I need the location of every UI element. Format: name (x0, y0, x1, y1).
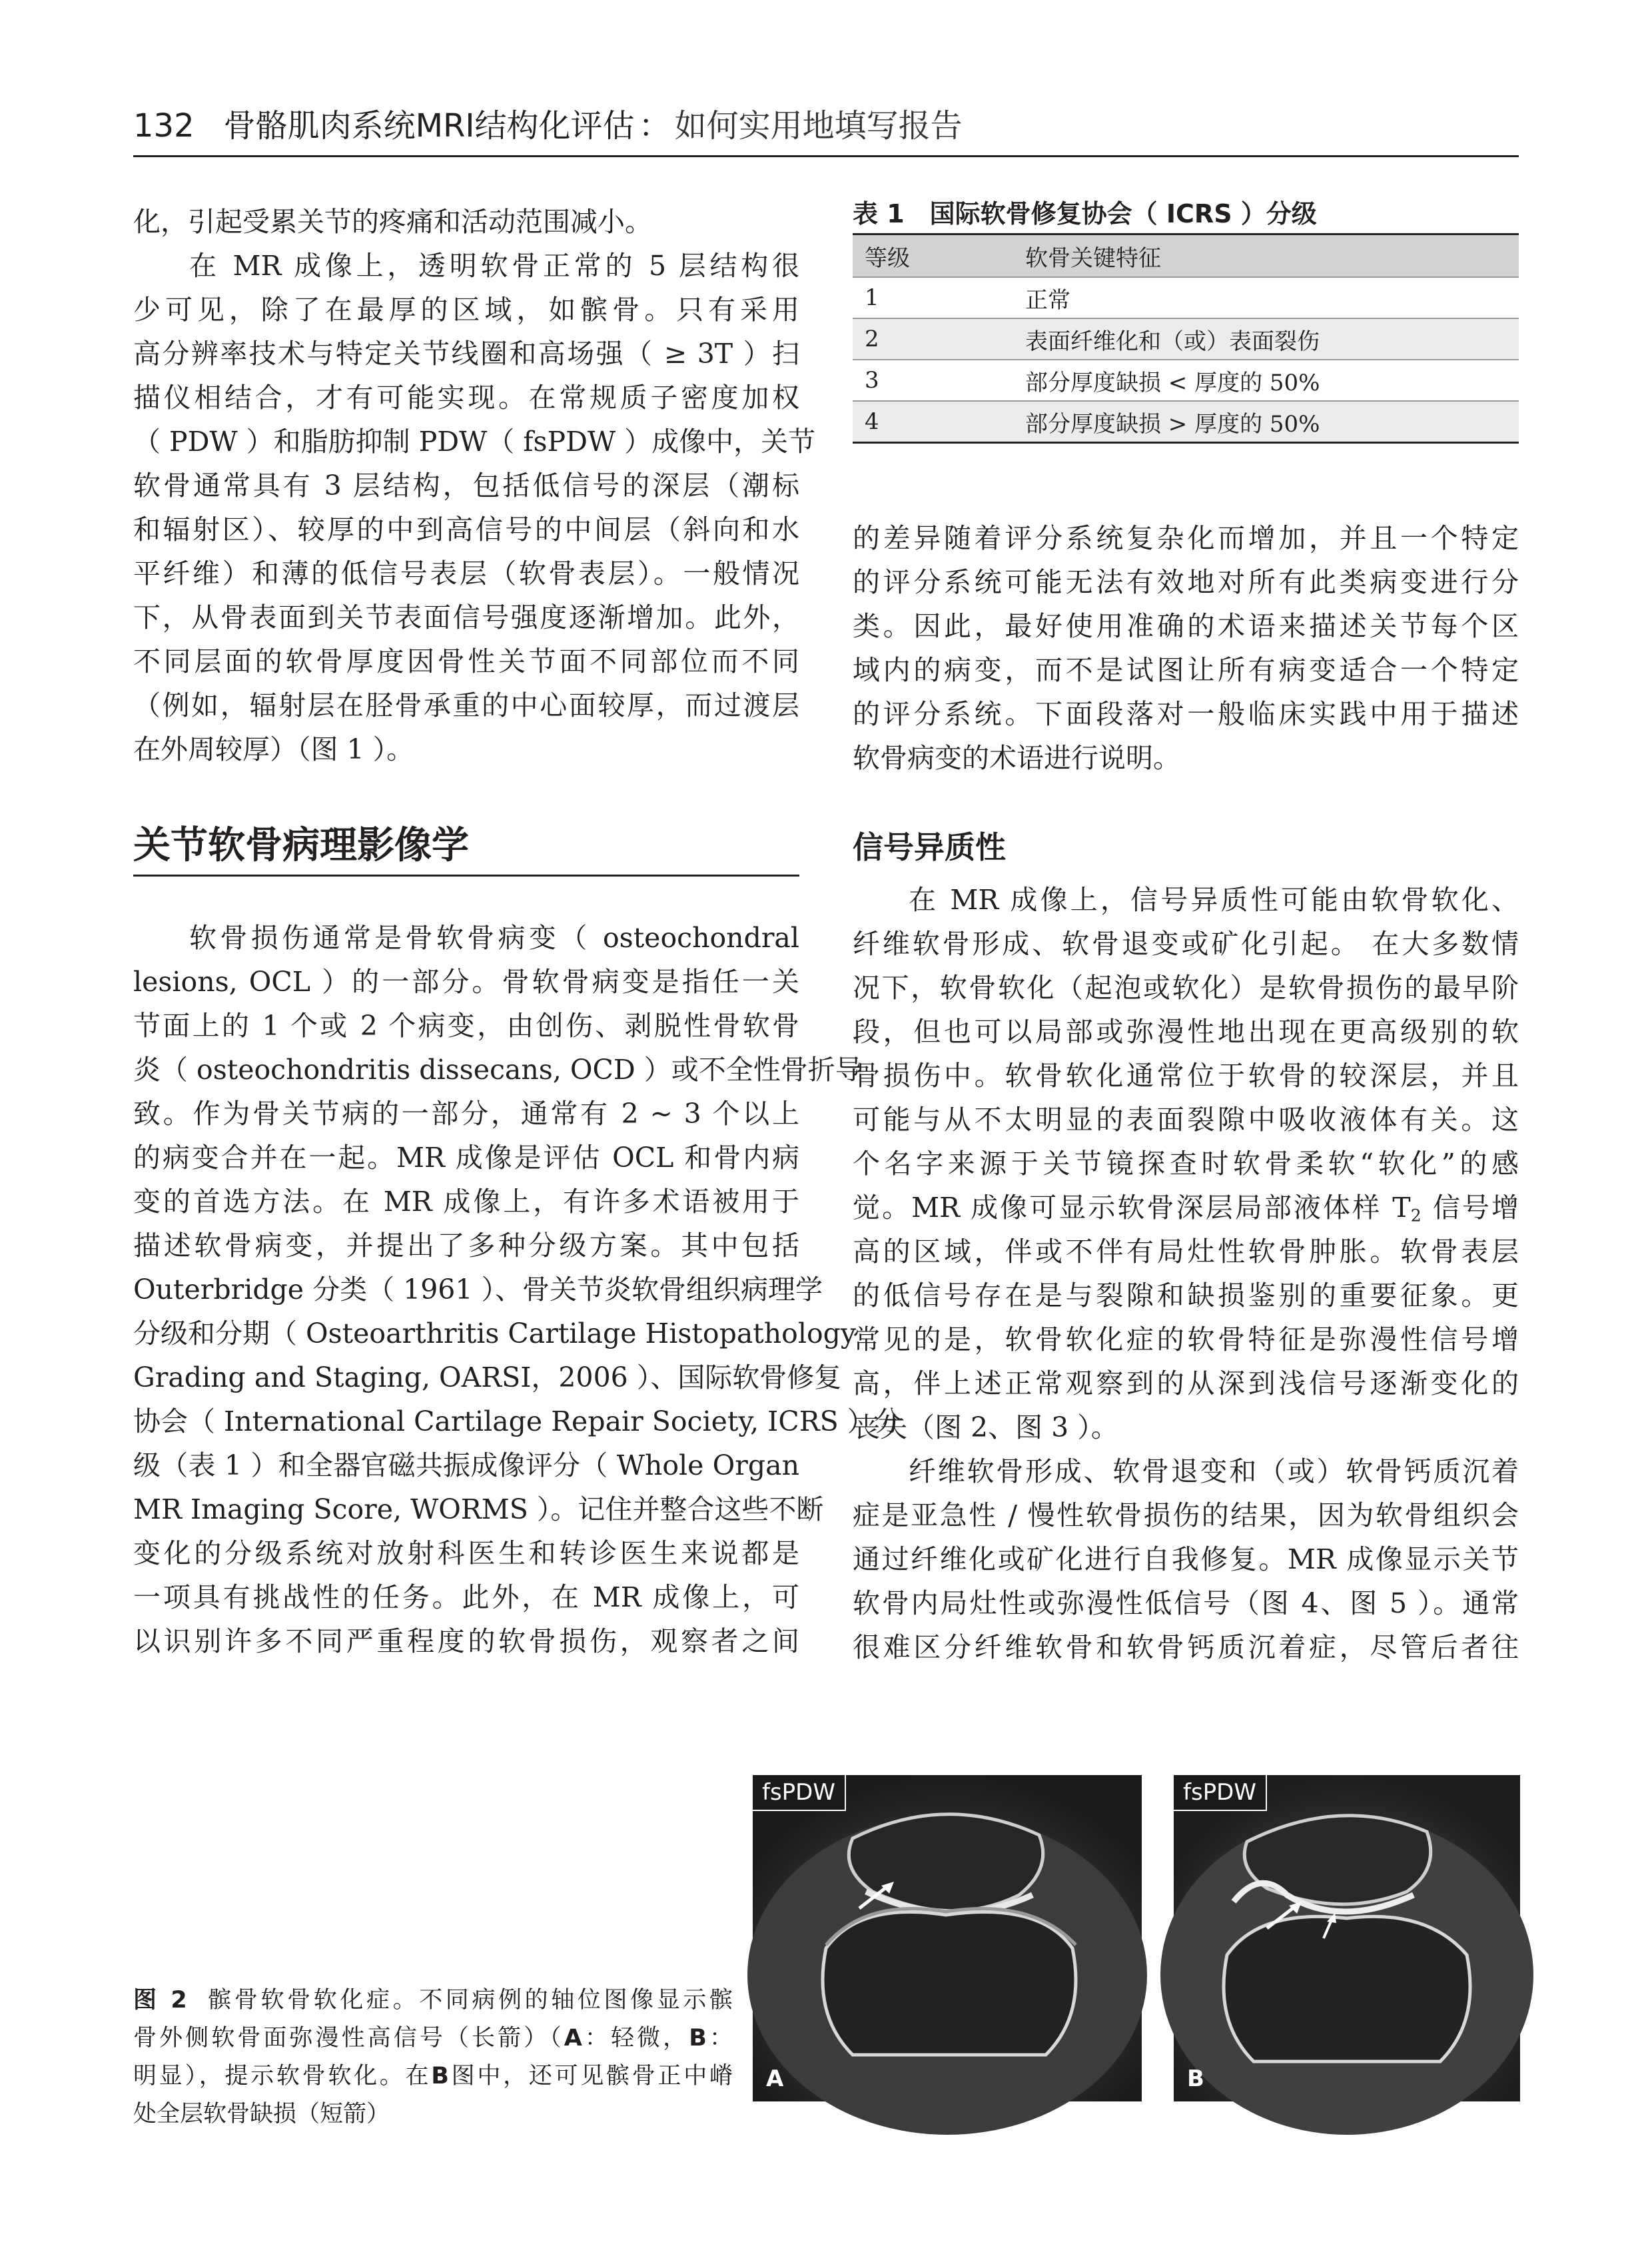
text-line: 和辐射区）、较厚的中到高信号的中间层（斜向和水 (133, 514, 799, 546)
sequence-label: fsPDW (753, 1775, 846, 1811)
running-header (133, 100, 963, 146)
text-line: 域内的病变，而不是试图让所有病变适合一个特定 (853, 654, 1519, 686)
caption-line: 明显），提示软骨软化。在B图中，还可见髌骨正中嵴 (133, 2063, 733, 2089)
text-line: （例如，辐射层在胫骨承重的中心面较厚，而过渡层 (133, 689, 799, 721)
header-rule (133, 155, 1519, 157)
text-line: 可能与从不太明显的表面裂隙中吸收液体有关。这 (853, 1104, 1519, 1136)
right-column-section (853, 878, 1519, 1669)
text-line: 类。因此，最好使用准确的术语来描述关节每个区 (853, 610, 1519, 642)
figure-label: 图 2 (133, 1987, 187, 2014)
text-line: 变化的分级系统对放射科医生和转诊医生来说都是 (133, 1537, 799, 1569)
text-line: 高，伴上述正常观察到的从深到浅信号逐渐变化的 (853, 1367, 1519, 1399)
text-line: （ PDW ）和脂肪抑制 PDW（ fsPDW ）成像中，关节 (133, 426, 816, 458)
text-line: 以识别许多不同严重程度的软骨损伤，观察者之间 (133, 1625, 799, 1657)
table-number: 表 1 (853, 199, 905, 228)
text-line: 的差异随着评分系统复杂化而增加，并且一个特定 (853, 522, 1519, 554)
text-line: 的病变合并在一起。MR 成像是评估 OCL 和骨内病 (133, 1142, 799, 1174)
text-line: 软骨病变的术语进行说明。 (853, 742, 1180, 774)
table-caption (853, 193, 1342, 230)
text-line: 在 MR 成像上，透明软骨正常的 5 层结构很 (189, 250, 799, 282)
text-line: 通过纤维化或矿化进行自我修复。MR 成像显示关节 (853, 1543, 1519, 1575)
text-line: 级（表 1 ）和全器官磁共振成像评分（ Whole Organ (133, 1449, 799, 1481)
table-row (853, 360, 1519, 401)
text-line: 描述软骨病变，并提出了多种分级方案。其中包括 (133, 1230, 799, 1262)
text-line: 骨损伤中。软骨软化通常位于软骨的较深层，并且 (853, 1060, 1519, 1092)
text-line: 分级和分期（ Osteoarthritis Cartilage Histopathology (133, 1317, 857, 1349)
mri-panel-b (1174, 1775, 1520, 2101)
left-column-section (133, 916, 902, 1663)
text-line: 下，从骨表面到关节表面信号强度逐渐增加。此外， (133, 601, 799, 633)
text-line: Outerbridge 分类（ 1961 ）、骨关节炎软骨组织病理学 (133, 1274, 823, 1306)
page-number: 132 (133, 107, 195, 145)
book-title: 骨骼肌肉系统MRI结构化评估 (223, 107, 635, 145)
left-column-top (133, 200, 816, 771)
text-line: 一项具有挑战性的任务。此外，在 MR 成像上，可 (133, 1581, 799, 1613)
text-line: 在 MR 成像上，信号异质性可能由软骨软化、 (909, 884, 1519, 916)
text-line: 炎（ osteochondritis dissecans, OCD ）或不全性骨折导 (133, 1054, 863, 1086)
mri-image-a (753, 1775, 1142, 2101)
text-line: 的低信号存在是与裂隙和缺损鉴别的重要征象。更 (853, 1280, 1519, 1311)
column-header-feature: 软骨关键特征 (1013, 234, 1519, 278)
text-line: 常见的是，软骨软化症的软骨特征是弥漫性信号增 (853, 1323, 1519, 1355)
mri-panel-a (753, 1775, 1142, 2101)
text-line: 段，但也可以局部或弥漫性地出现在更高级别的软 (853, 1016, 1519, 1048)
text-line-t2: 觉。MR 成像可显示软骨深层局部液体样 $T_2$ 信号增 (853, 1192, 1519, 1226)
text-line: 软骨损伤通常是骨软骨病变（ osteochondral (189, 922, 799, 954)
text-line: 纤维软骨形成、软骨退变或矿化引起。 在大多数情 (853, 928, 1519, 960)
column-header-grade: 等级 (853, 234, 1013, 278)
caption-line: 处全层软骨缺损（短箭） (133, 2101, 390, 2127)
text-line: 的评分系统。下面段落对一般临床实践中用于描述 (853, 698, 1519, 730)
text-line: 高的区域，伴或不伴有局灶性软骨肿胀。软骨表层 (853, 1236, 1519, 1268)
text-line: 况下，软骨软化（起泡或软化）是软骨损伤的最早阶 (853, 972, 1519, 1004)
text-line: Grading and Staging, OARSI，2006 ）、国际软骨修复 (133, 1361, 842, 1393)
figure-caption (133, 1982, 733, 2133)
panel-letter: A (766, 2065, 784, 2092)
text-line: 协会（ International Cartilage Repair Society, ICRS ）分 (133, 1405, 902, 1437)
cell-grade: 2 (853, 318, 1013, 360)
text-line: 变的首选方法。在 MR 成像上，有许多术语被用于 (133, 1186, 799, 1218)
text-line: 个名字来源于关节镜探查时软骨柔软“软化”的感 (853, 1148, 1519, 1180)
table-title: 国际软骨修复协会（ ICRS ）分级 (929, 199, 1317, 228)
text-line: lesions, OCL ）的一部分。骨软骨病变是指任一关 (133, 966, 799, 998)
cell-feature: 正常 (1013, 277, 1519, 318)
text-line: MR Imaging Score, WORMS ）。记住并整合这些不断 (133, 1493, 824, 1525)
text-line: 少可见，除了在最厚的区域，如髌骨。只有采用 (133, 294, 799, 326)
text-line: 在外周较厚）（图 1 ）。 (133, 733, 414, 765)
table-row (853, 401, 1519, 443)
cell-grade: 4 (853, 401, 1013, 443)
icrs-grade-table (853, 233, 1519, 444)
mri-image-b (1174, 1775, 1520, 2101)
table-row (853, 318, 1519, 360)
t2-subscript: 2 (1410, 1205, 1422, 1226)
cell-feature: 表面纤维化和（或）表面裂伤 (1013, 318, 1519, 360)
text-line: 平纤维）和薄的低信号表层（软骨表层）。一般情况 (133, 558, 799, 589)
cell-feature: 部分厚度缺损 > 厚度的 50% (1013, 401, 1519, 443)
text-line: 软骨内局灶性或弥漫性低信号（图 4、图 5 ）。通常 (853, 1587, 1519, 1619)
text-line: 不同层面的软骨厚度因骨性关节面不同部位而不同 (133, 645, 799, 677)
cell-grade: 3 (853, 360, 1013, 401)
sequence-label: fsPDW (1174, 1775, 1267, 1811)
section-heading: 关节软骨病理影像学 (133, 824, 469, 867)
text-line: 丧失（图 2、图 3 ）。 (853, 1411, 1118, 1443)
panel-letter: B (1187, 2065, 1204, 2092)
caption-line: 骨外侧软骨面弥漫性高信号（长箭）（A：轻微，B： (133, 2025, 733, 2052)
cell-feature: 部分厚度缺损 < 厚度的 50% (1013, 360, 1519, 401)
subheading: 信号异质性 (853, 829, 1006, 865)
cell-grade: 1 (853, 277, 1013, 318)
section-heading-rule (133, 875, 799, 877)
book-subtitle: 如何实用地填写报告 (674, 107, 963, 145)
text-line: 化，引起受累关节的疼痛和活动范围减小。 (133, 206, 652, 238)
text-line: 软骨通常具有 3 层结构，包括低信号的深层（潮标 (133, 470, 799, 502)
text-line: 纤维软骨形成、软骨退变和（或）软骨钙质沉着 (909, 1455, 1519, 1487)
text-line: 高分辨率技术与特定关节线圈和高场强（ ≥ 3T ）扫 (133, 338, 799, 370)
text-line: 症是亚急性 / 慢性软骨损伤的结果，因为软骨组织会 (853, 1499, 1519, 1531)
text-line: 很难区分纤维软骨和软骨钙质沉着症，尽管后者往 (853, 1631, 1519, 1663)
text-line: 节面上的 1 个或 2 个病变，由创伤、剥脱性骨软骨 (133, 1010, 799, 1042)
text-line: 的评分系统可能无法有效地对所有此类病变进行分 (853, 566, 1519, 598)
table-header-row (853, 234, 1519, 278)
text-line: 致。作为骨关节病的一部分，通常有 2 ~ 3 个以上 (133, 1098, 799, 1130)
text-line: 描仪相结合，才有可能实现。在常规质子密度加权 (133, 382, 799, 414)
table-row (853, 277, 1519, 318)
right-column-top (853, 516, 1519, 780)
caption-line: 图 2 髌骨软骨软化症。不同病例的轴位图像显示髌 (133, 1987, 733, 2014)
title-separator: ： (638, 107, 671, 145)
